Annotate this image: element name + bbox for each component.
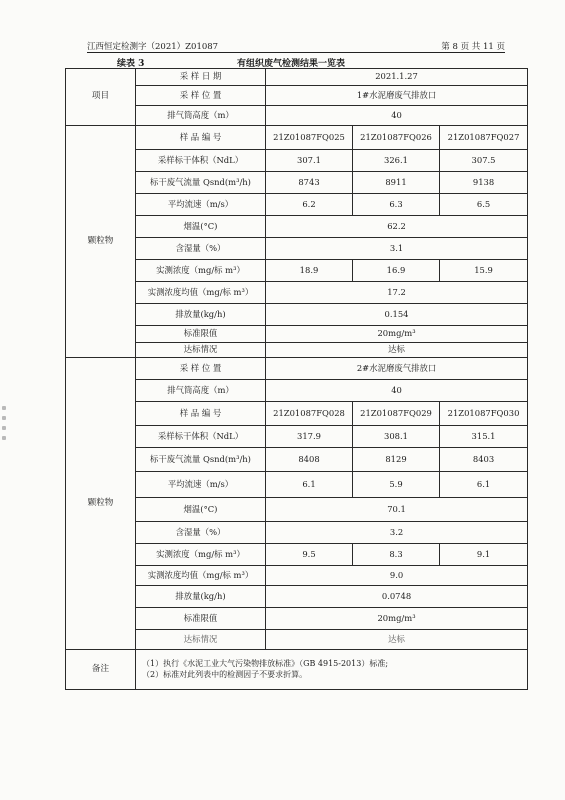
notes-cell — [136, 650, 528, 690]
stack-height-label: 排气筒高度（m） — [136, 380, 266, 402]
sampling-date-value: 2021.1.27 — [266, 69, 528, 86]
table-cell: 21Z01087FQ026 — [353, 126, 440, 150]
table-cell: 8911 — [353, 172, 440, 194]
table-cell: 307.1 — [266, 150, 353, 172]
category-label: 颗粒物 — [66, 126, 136, 358]
table-cell: 8403 — [440, 448, 528, 472]
compliance-label: 达标情况 — [136, 630, 266, 650]
velocity-label: 平均流速（m/s） — [136, 472, 266, 498]
concentration-label: 实测浓度（mg/标 m³） — [136, 544, 266, 566]
standard-label: 标准限值 — [136, 326, 266, 343]
emission-label: 排放量(kg/h) — [136, 304, 266, 326]
report-number: 江西恒定检测字（2021）Z01087 — [87, 42, 219, 52]
sample-id-label: 样 品 编 号 — [136, 402, 266, 426]
concentration-avg-label: 实测浓度均值（mg/标 m³） — [136, 566, 266, 586]
table-cell: 8129 — [353, 448, 440, 472]
dry-flow-label: 标干废气流量 Qsnd(m³/h) — [136, 172, 266, 194]
concentration-label: 实测浓度（mg/标 m³） — [136, 260, 266, 282]
moisture-value: 3.1 — [266, 238, 528, 260]
table-cell: 8.3 — [353, 544, 440, 566]
table-cell: 307.5 — [440, 150, 528, 172]
emission-label: 排放量(kg/h) — [136, 586, 266, 608]
emission-results-table — [65, 68, 528, 690]
table-cell: 317.9 — [266, 426, 353, 448]
emission-value: 0.154 — [266, 304, 528, 326]
emission-value: 0.0748 — [266, 586, 528, 608]
sample-id-label: 样 品 编 号 — [136, 126, 266, 150]
table-cell: 6.2 — [266, 194, 353, 216]
page-header — [87, 40, 505, 52]
standard-value: 20mg/m³ — [266, 326, 528, 343]
table-cell: 8408 — [266, 448, 353, 472]
dry-volume-label: 采样标干体积（NdL） — [136, 150, 266, 172]
table-cell: 6.1 — [266, 472, 353, 498]
location-value: 2#水泥磨废气排放口 — [266, 358, 528, 380]
table-cell: 21Z01087FQ025 — [266, 126, 353, 150]
table-cell: 9.1 — [440, 544, 528, 566]
table-cell: 21Z01087FQ028 — [266, 402, 353, 426]
note-line: （1）执行《水泥工业大气污染物排放标准》（GB 4915-2013）标准; — [142, 659, 389, 669]
moisture-label: 含湿量（%） — [136, 238, 266, 260]
concentration-avg-label: 实测浓度均值（mg/标 m³） — [136, 282, 266, 304]
table-cell: 315.1 — [440, 426, 528, 448]
table-caption — [87, 56, 505, 68]
table-cell: 6.5 — [440, 194, 528, 216]
moisture-value: 3.2 — [266, 522, 528, 544]
location-value: 1#水泥磨废气排放口 — [266, 86, 528, 106]
table-cell: 9138 — [440, 172, 528, 194]
table-cell: 21Z01087FQ027 — [440, 126, 528, 150]
table-cell: 326.1 — [353, 150, 440, 172]
category-label: 颗粒物 — [66, 358, 136, 650]
table-cell: 18.9 — [266, 260, 353, 282]
table-cell: 16.9 — [353, 260, 440, 282]
temperature-value: 62.2 — [266, 216, 528, 238]
header-rule — [87, 52, 505, 53]
location-label: 采 样 位 置 — [136, 358, 266, 380]
item-header: 项目 — [66, 69, 136, 126]
table-cell: 6.3 — [353, 194, 440, 216]
temperature-value: 70.1 — [266, 498, 528, 522]
table-cell: 15.9 — [440, 260, 528, 282]
note-line: （2）标准对此列表中的检测因子不要求折算。 — [142, 669, 308, 679]
concentration-avg-value: 17.2 — [266, 282, 528, 304]
stack-height-label: 排气筒高度（m） — [136, 106, 266, 126]
table-number: 续表 3 — [117, 59, 145, 69]
temperature-label: 烟温(°C) — [136, 498, 266, 522]
standard-value: 20mg/m³ — [266, 608, 528, 630]
stack-height-value: 40 — [266, 380, 528, 402]
compliance-value: 达标 — [266, 343, 528, 358]
compliance-value: 达标 — [266, 630, 528, 650]
compliance-label: 达标情况 — [136, 343, 266, 358]
standard-label: 标准限值 — [136, 608, 266, 630]
table-cell: 21Z01087FQ029 — [353, 402, 440, 426]
table-cell: 6.1 — [440, 472, 528, 498]
table-cell: 9.5 — [266, 544, 353, 566]
binding-marks — [2, 400, 8, 470]
table-cell: 8743 — [266, 172, 353, 194]
table-title: 有组织废气检测结果一览表 — [237, 59, 346, 69]
moisture-label: 含湿量（%） — [136, 522, 266, 544]
temperature-label: 烟温(°C) — [136, 216, 266, 238]
notes-label: 备注 — [66, 650, 136, 690]
dry-volume-label: 采样标干体积（NdL） — [136, 426, 266, 448]
stack-height-value: 40 — [266, 106, 528, 126]
table-cell: 308.1 — [353, 426, 440, 448]
table-cell: 21Z01087FQ030 — [440, 402, 528, 426]
sampling-date-label: 采 样 日 期 — [136, 69, 266, 86]
concentration-avg-value: 9.0 — [266, 566, 528, 586]
velocity-label: 平均流速（m/s） — [136, 194, 266, 216]
location-label: 采 样 位 置 — [136, 86, 266, 106]
page-number: 第 8 页 共 11 页 — [441, 42, 505, 52]
table-cell: 5.9 — [353, 472, 440, 498]
dry-flow-label: 标干废气流量 Qsnd(m³/h) — [136, 448, 266, 472]
